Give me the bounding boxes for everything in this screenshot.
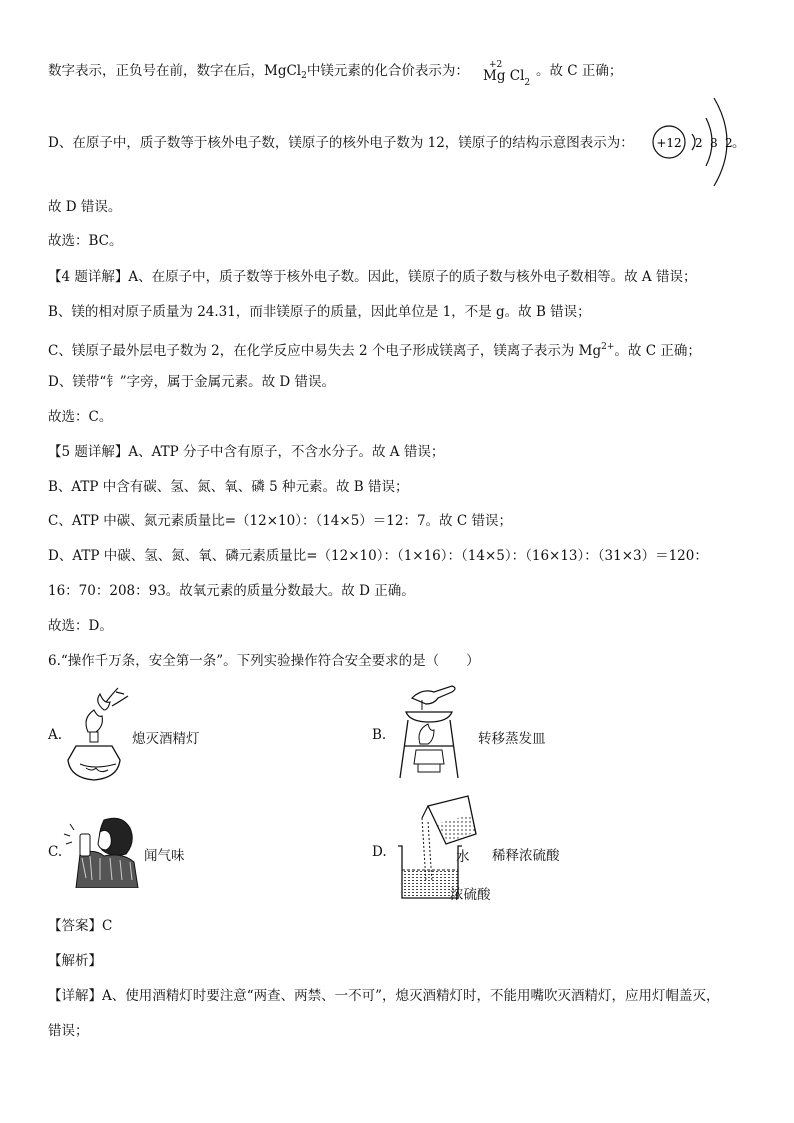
- paragraph-line: C、ATP 中碳、氮元素质量比=（12×10）：（14×5）＝12：7。故 C 错误；: [48, 513, 512, 529]
- shell-1-count: 2: [695, 136, 703, 150]
- option-a-caption: 熄灭酒精灯: [132, 731, 200, 747]
- paragraph-line: 16：70：208：93。故氧元素的质量分数最大。故 D 正确。: [48, 583, 415, 599]
- option-a-label: A.: [48, 727, 63, 743]
- acid-label: 浓硫酸: [450, 887, 491, 903]
- option-d-caption: 稀释浓硫酸: [492, 848, 560, 864]
- c-line-text-2: 。故 C 正确；: [614, 343, 701, 359]
- paragraph-line: 【5 题详解】A、ATP 分子中含有原子，不含水分子。故 A 错误；: [48, 444, 445, 460]
- option-d-label: D.: [372, 844, 387, 860]
- paragraph-line: 故选：BC。: [48, 233, 123, 249]
- question-6: 6.“操作千万条，安全第一条”。下列实验操作符合安全要求的是（ ）: [48, 653, 480, 669]
- option-b-label: B.: [372, 727, 387, 743]
- paragraph-line: 故选：C。: [48, 409, 113, 425]
- paragraph-line: D、ATP 中碳、氢、氮、氧、磷元素质量比=（12×10）：（1×16）：（14×5）：（16×13）：（31×3）＝120：: [48, 548, 708, 564]
- intro-text-3: 。故 C 正确；: [536, 63, 623, 79]
- valence-notation: [483, 60, 533, 90]
- evaporating-dish-icon: [392, 684, 472, 784]
- nucleus-label: +12: [656, 136, 682, 150]
- option-c-label: C.: [48, 844, 63, 860]
- d-line-end-text: 。: [732, 135, 746, 151]
- c-line: [48, 338, 701, 360]
- paragraph-line: B、ATP 中含有碳、氢、氮、氧、磷 5 种元素。故 B 错误；: [48, 479, 409, 495]
- c-line-text-1: C、镁原子最外层电子数为 2，在化学反应中易失去 2 个电子形成镁离子，镁离子表示为 Mg: [48, 343, 602, 359]
- valence-formula: [483, 68, 530, 88]
- option-b-caption: 转移蒸发皿: [478, 731, 546, 747]
- intro-end: [536, 62, 622, 80]
- valence-charge: +2: [489, 60, 503, 70]
- intro-line: [48, 62, 469, 85]
- alcohol-lamp-blow-icon: [66, 684, 136, 784]
- valence-formula-sub: 2: [524, 78, 531, 88]
- intro-text-1: 数字表示，正负号在前，数字在后，MgCl: [48, 63, 302, 79]
- smelling-person-icon: [60, 814, 142, 888]
- paragraph-line: 【4 题详解】A、在原子中，质子数等于核外电子数。因此，镁原子的质子数与核外电子数相等。故 A 错误；: [48, 269, 697, 285]
- answer: 【答案】C: [48, 918, 113, 934]
- valence-formula-text: Mg Cl: [483, 68, 525, 84]
- ion-charge-superscript: 2+: [601, 342, 615, 352]
- water-label: 水: [456, 849, 470, 865]
- shell-2-count: 8: [710, 136, 718, 150]
- detail-line-1: 【详解】A、使用酒精灯时要注意“两查、两禁、一不可”，熄灭酒精灯时，不能用嘴吹灭酒精灯，应用灯帽盖灭，: [48, 988, 720, 1004]
- paragraph-line: 故 D 错误。: [48, 199, 122, 215]
- paragraph-line: D、镁带“钅”字旁，属于金属元素。故 D 错误。: [48, 374, 336, 390]
- shell-3-count: 2: [725, 136, 733, 150]
- intro-text-2: 中镁元素的化合价表示为：: [306, 63, 469, 79]
- intro-subscript: 2: [301, 71, 307, 81]
- d-line-text: D、在原子中，质子数等于核外电子数，镁原子的核外电子数为 12，镁原子的结构示意图表示为：: [48, 135, 634, 151]
- d-line: [48, 134, 634, 152]
- paragraph-line: B、镁的相对原子质量为 24.31，而非镁原子的质量，因此单位是 1，不是 g。故 B 错误；: [48, 304, 591, 320]
- paragraph-line: 故选：D。: [48, 618, 113, 634]
- analysis-heading: 【解析】: [48, 953, 102, 969]
- detail-line-2: 错误；: [48, 1023, 89, 1039]
- option-c-caption: 闻气味: [144, 848, 185, 864]
- d-line-end: [732, 134, 746, 152]
